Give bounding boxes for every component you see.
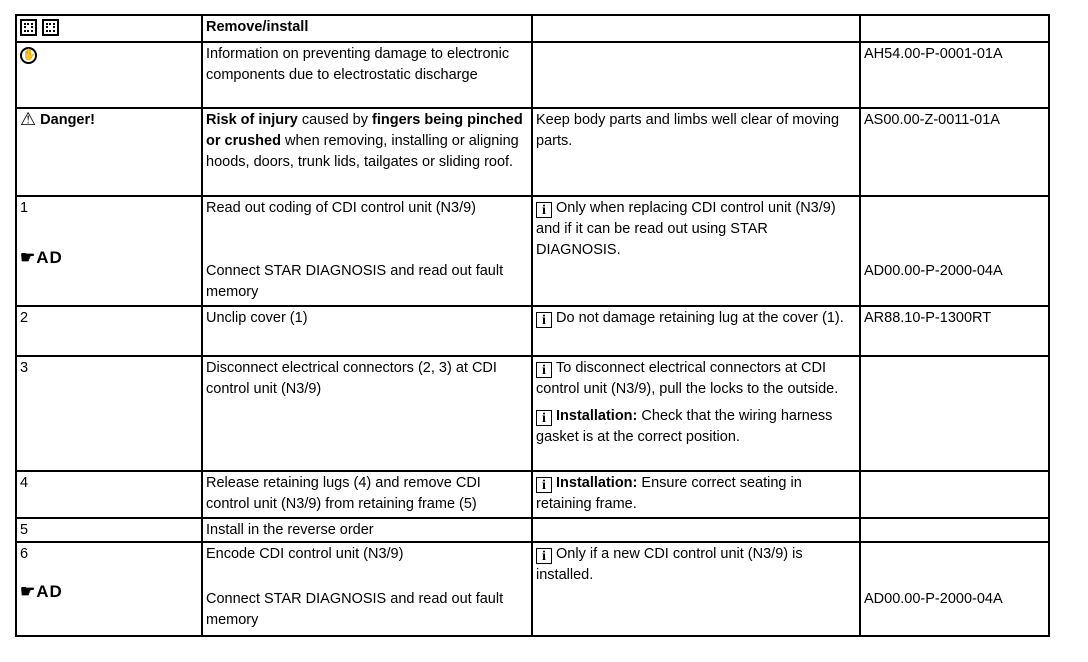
step-text: Unclip cover (1) (202, 306, 532, 356)
step-text: Encode CDI control unit (N3/9) (206, 546, 404, 562)
step-number: 6 (20, 546, 29, 562)
table-row (16, 356, 1049, 471)
step-cell (16, 542, 202, 636)
ad-ref: AD00.00-P-2000-04A (864, 263, 1003, 279)
ad-label: ☛AD (20, 248, 63, 267)
table-header-row (16, 15, 1049, 42)
danger-note: Keep body parts and limbs well clear of moving parts. (532, 108, 860, 196)
header-title: Remove/install (202, 15, 532, 42)
danger-cell (16, 108, 202, 196)
step-text-cell (202, 542, 532, 636)
esd-icon: ✋ (20, 47, 37, 64)
ad-label: ☛AD (20, 582, 63, 601)
esd-ref: AH54.00-P-0001-01A (860, 42, 1049, 108)
step-note: i Installation: Ensure correct seating in retaining frame. (532, 471, 860, 518)
danger-label: Danger! (40, 112, 95, 128)
step-note: i Only when replacing CDI control unit (N3/9) and if it can be read out using STAR DIAGNOSIS. (532, 196, 860, 306)
step-text: Read out coding of CDI control unit (N3/9) (206, 200, 476, 216)
step-number: 4 (16, 471, 202, 518)
step-note: i Do not damage retaining lug at the cover (1). (532, 306, 860, 356)
danger-ref: AS00.00-Z-0011-01A (860, 108, 1049, 196)
step-text: Install in the reverse order (202, 518, 532, 542)
header-empty-cell (532, 15, 860, 42)
esd-text: Information on preventing damage to electronic components due to electrostatic discharge (202, 42, 532, 108)
step-ref-cell (860, 196, 1049, 306)
danger-text: Risk of injury caused by fingers being pinched or crushed when removing, installing or aligning hoods, doors, trunk lids, tailgates or sliding roof. (202, 108, 532, 196)
step-note: i To disconnect electrical connectors at CDI control unit (N3/9), pull the locks to the outside. i Installation: Check that the wiring harness gasket is at the correct position. (532, 356, 860, 471)
table-row (16, 196, 1049, 306)
step-ref-cell (860, 542, 1049, 636)
step-cell (16, 196, 202, 306)
step-number: 5 (16, 518, 202, 542)
info-icon: i (536, 410, 552, 426)
info-icon: i (536, 312, 552, 328)
step-note: i Only if a new CDI control unit (N3/9) is installed. (532, 542, 860, 636)
step-number: 1 (20, 200, 29, 216)
install-icon (42, 19, 59, 36)
table-row (16, 108, 1049, 196)
step-number: 2 (16, 306, 202, 356)
ad-text: Connect STAR DIAGNOSIS and read out fault memory (206, 591, 504, 628)
header-icon-cell (16, 15, 202, 42)
ad-ref: AD00.00-P-2000-04A (864, 591, 1003, 607)
warning-triangle-icon: ⚠ (20, 109, 37, 129)
table-row (16, 471, 1049, 518)
ad-text: Connect STAR DIAGNOSIS and read out fault memory (206, 263, 504, 300)
table-row (16, 306, 1049, 356)
step-text: Release retaining lugs (4) and remove CDI control unit (N3/9) from retaining frame (5) (202, 471, 532, 518)
step-number: 3 (16, 356, 202, 471)
step-text-cell (202, 196, 532, 306)
table-row (16, 42, 1049, 108)
remove-icon (20, 19, 37, 36)
info-icon: i (536, 362, 552, 378)
table-row (16, 542, 1049, 636)
esd-icon-cell (16, 42, 202, 108)
pointing-hand-icon: ☛ (20, 248, 37, 267)
pointing-hand-icon: ☛ (20, 582, 37, 601)
procedure-table (15, 14, 1050, 637)
info-icon: i (536, 477, 552, 493)
remove-install-icons (20, 19, 59, 36)
info-icon: i (536, 202, 552, 218)
table-row (16, 518, 1049, 542)
info-icon: i (536, 548, 552, 564)
header-empty-cell (860, 15, 1049, 42)
step-text: Disconnect electrical connectors (2, 3) at CDI control unit (N3/9) (202, 356, 532, 471)
step-ref: AR88.10-P-1300RT (860, 306, 1049, 356)
